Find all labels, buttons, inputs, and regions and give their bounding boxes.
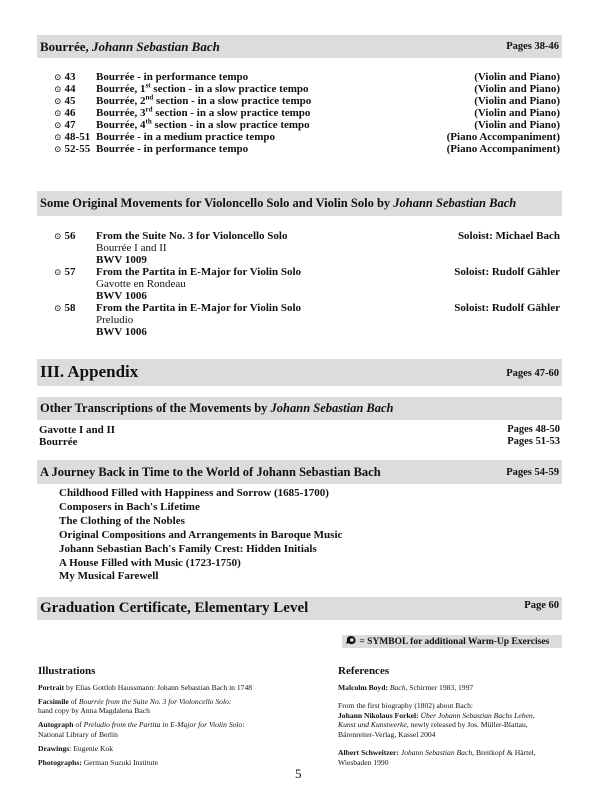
credit-text: hand copy by Anna Magdalena Bach [38, 706, 150, 715]
section-header-transcriptions [37, 397, 562, 420]
soloist: Soloist: Rudolf Gähler [454, 302, 560, 314]
credit-text: German Suzuki Institute [81, 757, 159, 767]
author: Malcolm Boyd: [338, 682, 390, 692]
composer-name: Johann Sebastian Bach [91, 39, 220, 54]
title-part: Bourrée, 1 [96, 83, 146, 95]
bwv-number: BWV 1009 [96, 254, 147, 266]
reference-boyd [338, 683, 578, 693]
reference-forkel [338, 701, 578, 739]
references [338, 667, 578, 772]
track-title: Bourrée - in performance tempo [96, 143, 249, 155]
credit-autograph [38, 720, 298, 739]
section-title [40, 196, 516, 211]
publisher: , newly released by Jos. Müller-Blattau, [406, 720, 528, 729]
track-instrumentation: (Violin and Piano) [474, 95, 560, 107]
bwv-number: BWV 1006 [96, 290, 147, 302]
title-text: Some Original Movements for Violoncello Solo and Violin Solo by [40, 196, 394, 210]
work-title: Kunst und Kunstwerke [338, 720, 407, 729]
publisher: Bärenreiter-Verlag, Kassel 2004 [338, 729, 436, 739]
section-header-bourree [37, 35, 562, 58]
page-range: Pages 47-60 [506, 368, 559, 379]
cd-track-icon: ⊙ [54, 84, 62, 94]
cd-track-icon: ⊙ [54, 108, 62, 118]
track-number: 58 [64, 302, 76, 314]
section-title: A Journey Back in Time to the World of Johann Sebastian Bach [40, 465, 381, 479]
credit-label: Photographs: [38, 757, 82, 767]
track-number: 45 [64, 95, 76, 107]
credit-work: Bourrée from the Suite No. 3 for Violoncello Solo: [78, 696, 232, 706]
track-number: 46 [64, 107, 76, 119]
cd-track-icon: ⊙ [54, 267, 62, 277]
credit-portrait [38, 683, 298, 693]
credit-label: Drawings [38, 743, 70, 753]
bwv-number: BWV 1006 [96, 326, 147, 338]
illustrations-credits [38, 667, 298, 772]
ordinal-suffix: st [145, 81, 151, 90]
track-title [96, 95, 311, 107]
work-title: Über Johann Sebastian Bachs Leben, [420, 710, 535, 720]
legend-text: = SYMBOL for additional Warm-Up Exercises [357, 637, 550, 647]
ordinal-suffix: nd [145, 93, 154, 102]
topic-item: Original Compositions and Arrangements in Baroque Music [59, 528, 343, 541]
credit-text: : Eugenie Kok [69, 743, 114, 753]
reference-schweitzer [338, 748, 578, 767]
track-number: 47 [64, 119, 76, 131]
soloist: Soloist: Rudolf Gähler [454, 266, 560, 278]
movement-name: Preludio [96, 314, 134, 326]
composer-name: Johann Sebastian Bach [270, 401, 394, 415]
cd-track-icon: ⊙ [54, 120, 62, 130]
cd-track-icon: ⊙ [54, 72, 62, 82]
track-number: 43 [64, 71, 76, 83]
title-part: section - in a slow practice tempo [153, 95, 312, 107]
cd-track-icon: ⊙ [54, 231, 62, 241]
track-title: Bourrée - in performance tempo [96, 71, 249, 83]
cd-track-icon: ⊙ [54, 132, 62, 142]
title-part: Bourrée, 2 [96, 95, 146, 107]
track-instrumentation: (Violin and Piano) [474, 119, 560, 131]
movement-name: Bourrée I and II [96, 242, 167, 254]
topic-item: The Clothing of the Nobles [59, 514, 185, 527]
page-range: Pages 38-46 [506, 41, 559, 52]
cd-track-icon: ⊙ [54, 303, 62, 313]
warm-up-symbol-icon [345, 635, 357, 651]
topic-item: Composers in Bach's Lifetime [59, 500, 200, 513]
topic-item: Johann Sebastian Bach's Family Crest: Hidden Initials [59, 542, 317, 555]
track-instrumentation: (Violin and Piano) [474, 83, 560, 95]
work-title: From the Suite No. 3 for Violoncello Solo [96, 230, 288, 242]
topic-item: My Musical Farewell [59, 570, 159, 583]
section-title [40, 39, 220, 55]
publisher: , Breitkopf & Härtel, [472, 748, 536, 757]
track-instrumentation: (Violin and Piano) [474, 71, 560, 83]
publisher: , Schirmer 1983, 1997 [405, 682, 474, 692]
work-title: Johann Sebastian Bach [400, 748, 473, 757]
credit-text: of [73, 720, 84, 729]
section-title: III. Appendix [40, 362, 139, 381]
title-text: Other Transcriptions of the Movements by [40, 401, 271, 415]
work-title: From the Partita in E-Major for Violin Solo [96, 302, 302, 314]
section-header-appendix [37, 359, 562, 386]
section-header-graduation [37, 597, 562, 620]
cd-track-icon: ⊙ [54, 144, 62, 154]
title-part: Bourrée, 3 [96, 107, 146, 119]
section-title [40, 401, 394, 416]
credit-work: Preludio from the Partita in E-Major for Violin Solo [83, 720, 243, 729]
illustrations-heading: Illustrations [38, 665, 96, 677]
track-number: 52-55 [64, 143, 91, 155]
credit-label: Facsimile [38, 696, 69, 706]
topic-item: A House Filled with Music (1723-1750) [59, 556, 241, 569]
track-instrumentation: (Piano Accompaniment) [446, 143, 560, 155]
page-range: Pages 51-53 [507, 436, 560, 447]
track-title [96, 83, 309, 95]
track-title: Bourrée - in a medium practice tempo [96, 131, 276, 143]
track-instrumentation: (Violin and Piano) [474, 107, 560, 119]
page-number: 5 [295, 766, 302, 781]
section-header-original-movements [37, 191, 562, 216]
page-range: Pages 54-59 [506, 467, 559, 478]
track-number: 57 [64, 266, 76, 278]
author: Albert Schweitzer: [338, 748, 401, 757]
section-header-journey [37, 460, 562, 484]
title-part: section - in a slow practice tempo [150, 83, 309, 95]
track-instrumentation: (Piano Accompaniment) [446, 131, 560, 143]
credit-text: National Library of Berlin [38, 729, 118, 739]
journey-topic-list [59, 487, 342, 584]
credit-text: by Elias Gottlob Haussmann: Johann Sebastian Bach in 1748 [64, 682, 253, 692]
track-title [96, 119, 310, 131]
page-range: Pages 48-50 [507, 424, 560, 435]
work-title: Bach [389, 682, 406, 692]
reference-intro: From the first biography (1802) about Bach: [338, 701, 473, 710]
composer-name: Johann Sebastian Bach [393, 196, 517, 210]
credit-text: of [68, 696, 79, 706]
section-title: Graduation Certificate, Elementary Level [40, 600, 309, 616]
credit-label: Autograph [38, 720, 74, 729]
transcription-item: Bourrée [39, 436, 78, 448]
publisher: Wiesbaden 1990 [338, 757, 389, 767]
title-text: Bourrée, [40, 39, 92, 54]
title-part: section - in a slow practice tempo [152, 107, 311, 119]
references-heading: References [338, 665, 390, 677]
title-part: Bourrée, 4 [96, 119, 146, 131]
track-number: 56 [64, 230, 76, 242]
track-number: 44 [64, 83, 76, 95]
ordinal-suffix: th [145, 117, 152, 126]
author: Johann Nikolaus Forkel: [338, 710, 421, 720]
credit-text: : [242, 720, 245, 729]
credit-label: Portrait [38, 682, 65, 692]
credit-facsimile [38, 697, 298, 716]
track-number: 48-51 [64, 131, 91, 143]
ordinal-suffix: rd [145, 105, 153, 114]
page-range: Page 60 [524, 600, 559, 611]
movement-name: Gavotte en Rondeau [96, 278, 186, 290]
credit-drawings [38, 744, 298, 754]
topic-item: Childhood Filled with Happiness and Sorrow (1685-1700) [59, 487, 329, 499]
cd-track-icon: ⊙ [54, 96, 62, 106]
transcription-item: Gavotte I and II [39, 424, 116, 436]
soloist: Soloist: Michael Bach [457, 230, 560, 242]
work-title: From the Partita in E-Major for Violin Solo [96, 266, 302, 278]
title-part: section - in a slow practice tempo [151, 119, 310, 131]
symbol-legend [342, 635, 562, 648]
credit-photographs [38, 758, 298, 768]
track-title [96, 107, 310, 119]
